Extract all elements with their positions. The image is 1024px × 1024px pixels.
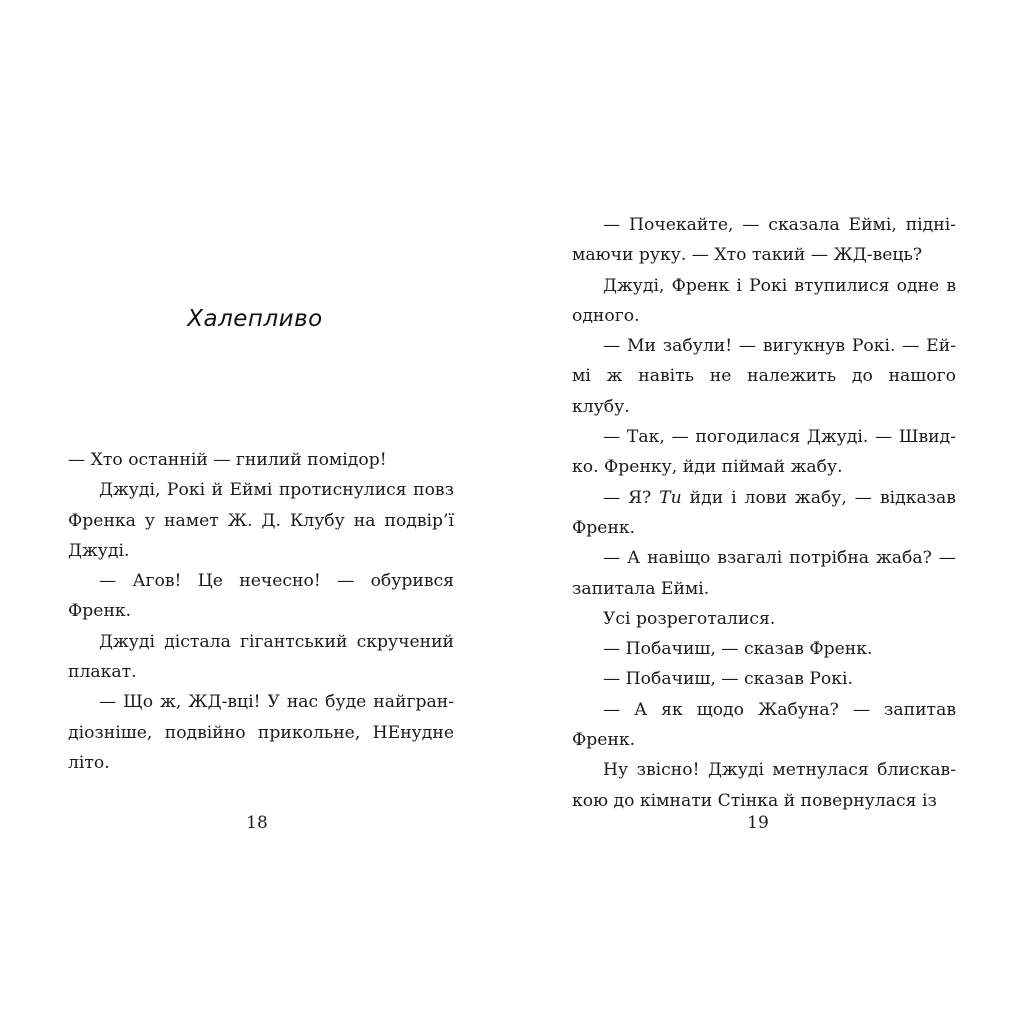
page-number: 18	[246, 813, 268, 833]
paragraph: Джуді, Рокі й Еймі протиснулися повз Френка у намет Ж. Д. Клубу на подвір’ї Джуді.	[68, 480, 454, 561]
paragraph-text: — Я?	[603, 487, 660, 508]
paragraph: Усі розреготалися.	[603, 608, 776, 629]
right-page-text	[572, 210, 956, 816]
paragraph: — А навіщо взагалі потрібна жаба? — запитала Еймі.	[572, 548, 956, 599]
paragraph: — Ми забули! — вигукнув Рокі. — Еймі ж навіть не належить до нашого клубу.	[572, 336, 956, 417]
paragraph: — Побачиш, — сказав Френк.	[603, 639, 873, 660]
paragraph: — А як щодо Жабуна? — запитав Френк.	[572, 699, 956, 751]
right-page	[572, 0, 956, 1024]
paragraph: — Хто останній — гнилий помідор!	[68, 450, 387, 470]
paragraph: Джуді дістала гігантський скручений плакат.	[68, 631, 454, 683]
chapter-title: Халепливо	[187, 306, 323, 332]
paragraph-text: йди і лови жабу, — відказав Френк.	[572, 487, 956, 538]
emphasized-word: Ти	[659, 487, 682, 508]
paragraph: Джуді, Френк і Рокі втупилися одне в одного.	[572, 275, 956, 326]
paragraph: — Почекайте, — сказала Еймі, піднімаючи руку. — Хто такий — ЖД-вець?	[572, 215, 956, 266]
left-page-text	[68, 445, 454, 778]
paragraph: — Що ж, ЖД-вці! У нас буде найграндіозніше, подвійно прикольне, НЕнудне літо.	[68, 692, 454, 773]
page-number: 19	[747, 813, 769, 833]
paragraph: — Так, — погодилася Джуді. — Швидко. Френку, йди піймай жабу.	[572, 427, 956, 478]
paragraph: Ну звісно! Джуді метнулася блискавкою до кімнати Стінка й повернулася із	[572, 760, 956, 811]
paragraph: — Побачиш, — сказав Рокі.	[603, 669, 853, 690]
left-page	[68, 0, 454, 1024]
paragraph	[572, 483, 956, 544]
paragraph: — Агов! Це нечесно! — обурився Френк.	[68, 571, 454, 622]
